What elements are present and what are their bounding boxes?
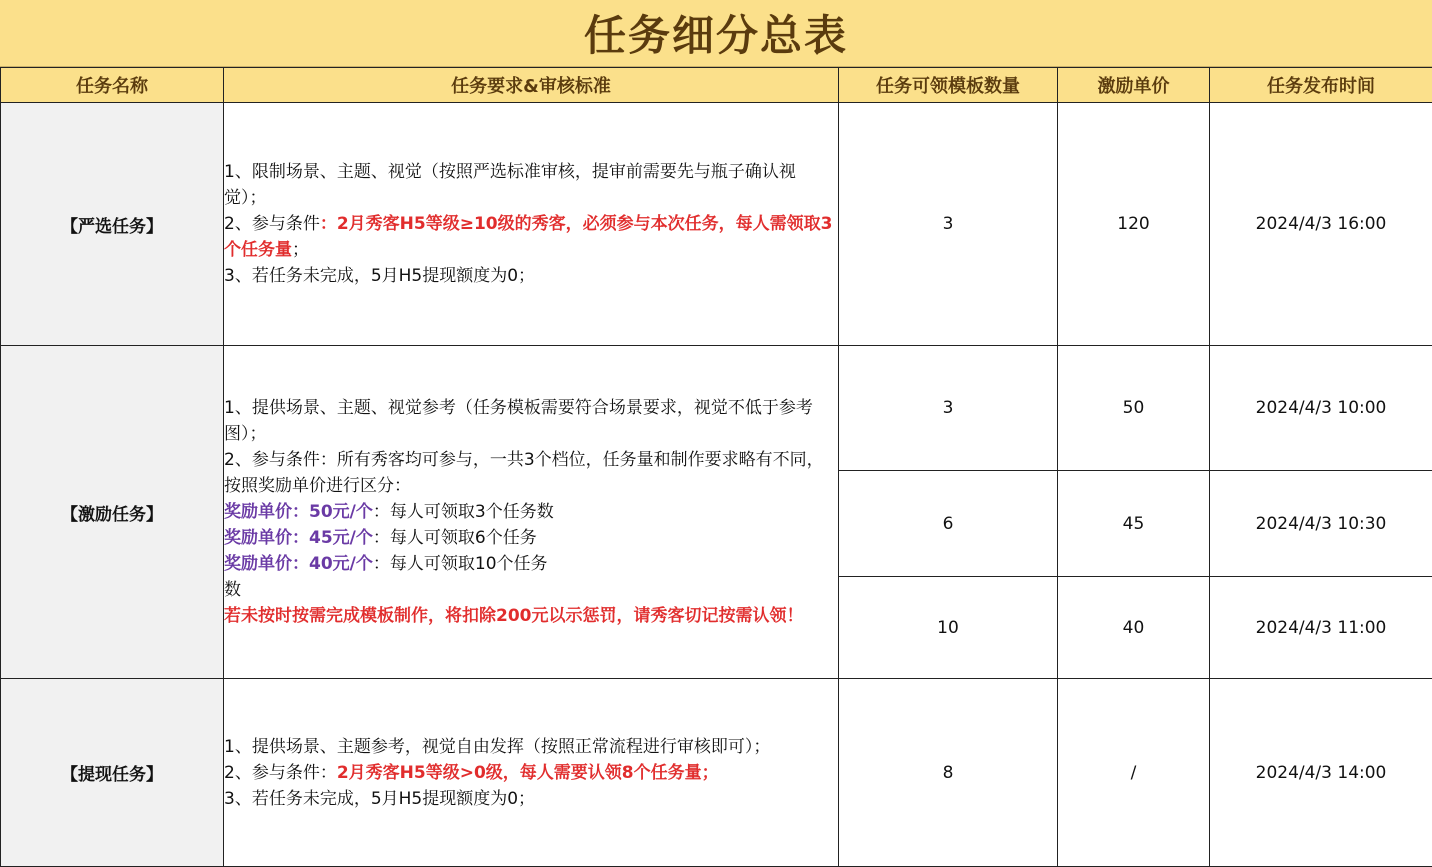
tier-line (224, 499, 838, 525)
price-cell[interactable]: / (1058, 679, 1210, 867)
header-quantity[interactable]: 任务可领模板数量 (839, 68, 1058, 103)
quantity-cell[interactable]: 6 (839, 471, 1058, 577)
requirements-cell[interactable] (224, 346, 839, 679)
header-price[interactable]: 激励单价 (1058, 68, 1210, 103)
tier-wrap-text: 数 (224, 577, 838, 603)
highlight-text: 2月秀客H5等级>0级，每人需要认领8个任务量； (337, 763, 719, 783)
quantity-cell[interactable]: 8 (839, 679, 1058, 867)
header-row (1, 68, 1432, 103)
requirement-line: 1、提供场景、主题、视觉参考（任务模板需要符合场景要求，视觉不低于参考图）； (224, 395, 838, 447)
requirement-line (224, 211, 838, 263)
requirement-line: 1、提供场景、主题参考，视觉自由发挥（按照正常流程进行审核即可）； (224, 734, 838, 760)
task-table (0, 67, 1432, 867)
quantity-cell[interactable]: 10 (839, 577, 1058, 679)
header-task-name[interactable]: 任务名称 (1, 68, 224, 103)
table-row (1, 679, 1432, 867)
sheet-title[interactable]: 任务细分总表 (0, 0, 1432, 67)
publish-time-cell[interactable]: 2024/4/3 10:30 (1210, 471, 1432, 577)
task-name-cell[interactable]: 【提现任务】 (1, 679, 224, 867)
tier-label: 奖励单价：40元/个 (224, 554, 373, 574)
requirement-line: 3、若任务未完成，5月H5提现额度为0； (224, 263, 838, 289)
requirement-line: 2、参与条件：所有秀客均可参与，一共3个档位，任务量和制作要求略有不同，按照奖励单价进行区分： (224, 447, 838, 499)
publish-time-cell[interactable]: 2024/4/3 14:00 (1210, 679, 1432, 867)
task-name-cell[interactable]: 【激励任务】 (1, 346, 224, 679)
task-name-cell[interactable]: 【严选任务】 (1, 103, 224, 346)
header-requirements[interactable]: 任务要求&审核标准 (224, 68, 839, 103)
price-cell[interactable]: 120 (1058, 103, 1210, 346)
publish-time-cell[interactable]: 2024/4/3 16:00 (1210, 103, 1432, 346)
tier-line (224, 525, 838, 551)
requirements-cell[interactable] (224, 103, 839, 346)
price-cell[interactable]: 40 (1058, 577, 1210, 679)
highlight-text: ：2月秀客H5等级≥10级的秀客，必须参与本次任务，每人需领取3个任务量 (224, 214, 832, 260)
requirement-text: 2、参与条件： (224, 763, 337, 783)
tier-text: ：每人可领取6个任务 (373, 528, 537, 548)
tier-label: 奖励单价：50元/个 (224, 502, 373, 522)
requirement-line: 1、限制场景、主题、视觉（按照严选标准审核，提审前需要先与瓶子确认视觉）； (224, 159, 838, 211)
quantity-cell[interactable]: 3 (839, 103, 1058, 346)
price-cell[interactable]: 45 (1058, 471, 1210, 577)
tier-text: ：每人可领取3个任务数 (373, 502, 554, 522)
price-cell[interactable]: 50 (1058, 346, 1210, 471)
warning-text: 若未按时按需完成模板制作，将扣除200元以示惩罚，请秀客切记按需认领！ (224, 603, 838, 629)
tier-text: ：每人可领取10个任务 (373, 554, 548, 574)
header-publish-time[interactable]: 任务发布时间 (1210, 68, 1432, 103)
publish-time-cell[interactable]: 2024/4/3 10:00 (1210, 346, 1432, 471)
quantity-cell[interactable]: 3 (839, 346, 1058, 471)
requirement-line (224, 760, 838, 786)
table-row (1, 346, 1432, 471)
requirement-text: ； (292, 240, 309, 260)
tier-label: 奖励单价：45元/个 (224, 528, 373, 548)
table-row (1, 103, 1432, 346)
publish-time-cell[interactable]: 2024/4/3 11:00 (1210, 577, 1432, 679)
tier-line (224, 551, 838, 577)
requirement-line: 3、若任务未完成，5月H5提现额度为0； (224, 786, 838, 812)
requirement-text: 2、参与条件 (224, 214, 320, 234)
requirements-cell[interactable] (224, 679, 839, 867)
